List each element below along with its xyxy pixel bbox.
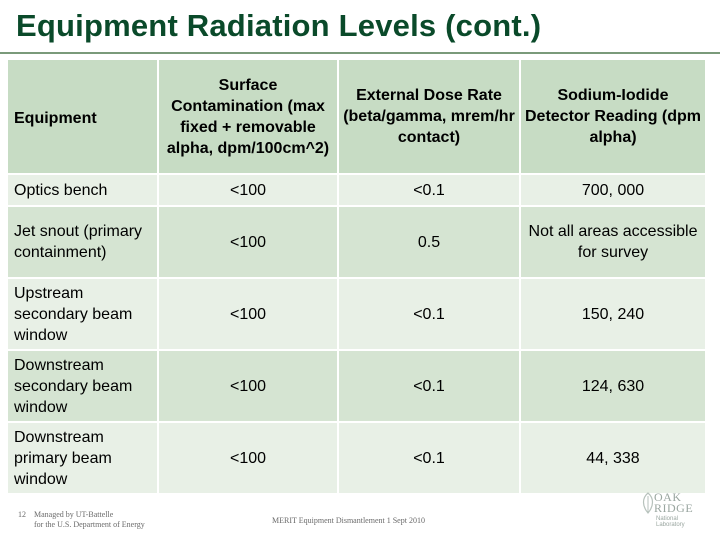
cell-equipment: Jet snout (primary containment) <box>8 206 158 278</box>
table-row <box>8 278 706 350</box>
cell-sodium: 124, 630 <box>520 350 706 422</box>
logo-line-2: RIDGE <box>654 501 694 515</box>
cell-surface: <100 <box>158 278 338 350</box>
table-row <box>8 206 706 278</box>
table-row <box>8 350 706 422</box>
cell-surface: <100 <box>158 174 338 206</box>
cell-sodium: Not all areas accessible for survey <box>520 206 706 278</box>
cell-sodium: 44, 338 <box>520 422 706 494</box>
cell-external: <0.1 <box>338 278 520 350</box>
slide-footer <box>0 508 720 540</box>
managed-by-note <box>34 510 145 530</box>
cell-external: <0.1 <box>338 350 520 422</box>
table-row <box>8 174 706 206</box>
cell-external: <0.1 <box>338 174 520 206</box>
cell-equipment: Optics bench <box>8 174 158 206</box>
header-sodium-iodide-reading: Sodium-Iodide Detector Reading (dpm alpha) <box>520 60 706 174</box>
managed-line-1: Managed by UT-Battelle <box>34 510 114 519</box>
cell-equipment: Downstream secondary beam window <box>8 350 158 422</box>
logo-subtitle: National Laboratory <box>656 516 685 528</box>
header-external-dose-rate: External Dose Rate (beta/gamma, mrem/hr contact) <box>338 60 520 174</box>
logo-wordmark <box>654 492 693 514</box>
cell-sodium: 700, 000 <box>520 174 706 206</box>
cell-sodium: 150, 240 <box>520 278 706 350</box>
header-equipment: Equipment <box>8 60 158 174</box>
footer-presentation-note: MERIT Equipment Dismantlement 1 Sept 2010 <box>272 516 425 525</box>
slide-number: 12 <box>18 510 26 519</box>
cell-equipment: Downstream primary beam window <box>8 422 158 494</box>
radiation-levels-table <box>8 60 707 495</box>
cell-surface: <100 <box>158 206 338 278</box>
cell-surface: <100 <box>158 422 338 494</box>
cell-external: <0.1 <box>338 422 520 494</box>
title-divider <box>0 52 720 54</box>
cell-external: 0.5 <box>338 206 520 278</box>
logo-line-1: OAK <box>654 490 682 504</box>
table-row <box>8 422 706 494</box>
page-title: Equipment Radiation Levels (cont.) <box>16 8 542 43</box>
managed-line-2: for the U.S. Department of Energy <box>34 520 145 529</box>
oak-ridge-logo <box>640 490 702 526</box>
table-header-row <box>8 60 706 174</box>
header-surface-contamination: Surface Contamination (max fixed + removable alpha, dpm/100cm^2) <box>158 60 338 174</box>
cell-surface: <100 <box>158 350 338 422</box>
cell-equipment: Upstream secondary beam window <box>8 278 158 350</box>
